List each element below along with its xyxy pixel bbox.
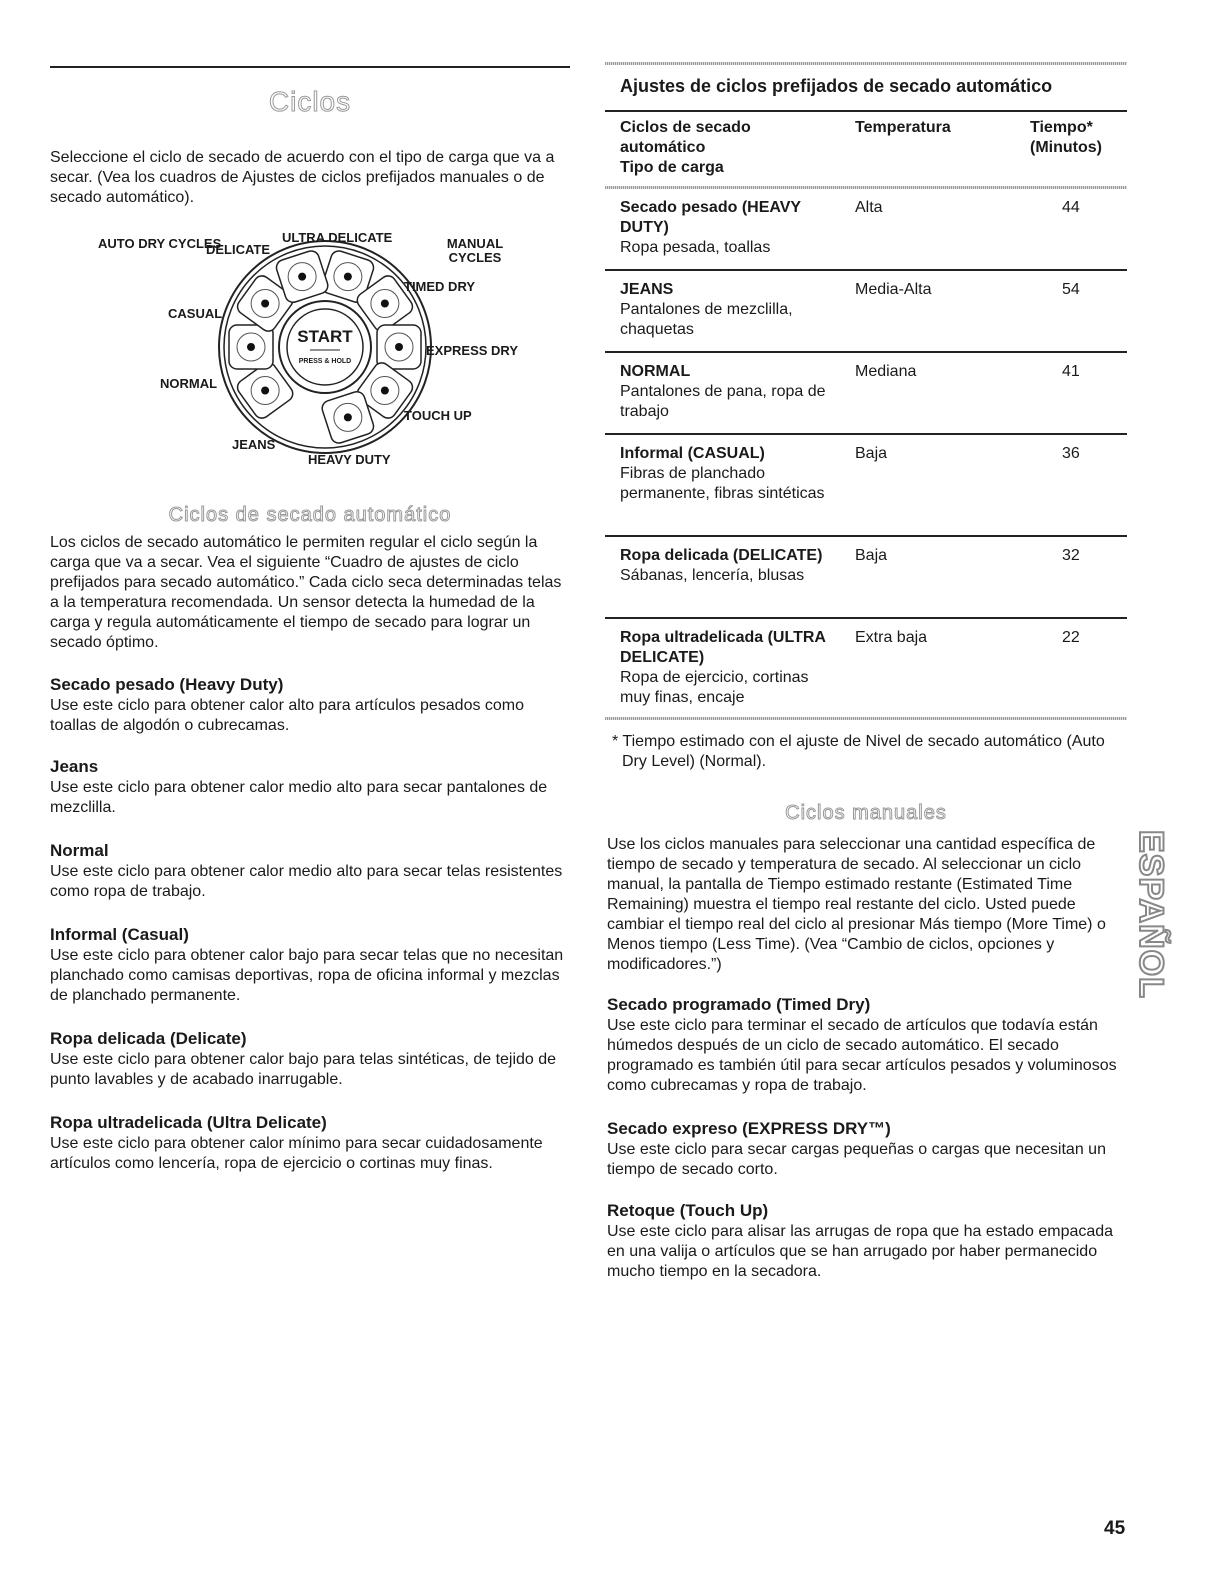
header-time: Tiempo* (Minutos) [1030,119,1102,156]
table-row-time: 44 [1062,199,1080,216]
table-bottom-rule [605,717,1127,720]
row-divider [605,269,1127,271]
section-heading: Normal [50,841,109,860]
header-rule [605,186,1127,189]
table-row-cycle [620,628,840,708]
table-row-time: 54 [1062,281,1080,298]
header-cycle-label: Ciclos de secado automático [620,119,751,156]
auto-dry-cycles-label: AUTO DRY CYCLES [98,236,222,251]
section-heading: Secado pesado (Heavy Duty) [50,675,284,694]
cycle-name: Secado pesado (HEAVY DUTY) [620,199,801,236]
section-heading: Secado programado (Timed Dry) [607,995,871,1014]
load-type: Ropa pesada, toallas [620,239,771,256]
cycle-name: Ropa delicada (DELICATE) [620,547,823,564]
table-row-temp: Extra baja [855,629,928,646]
table-title: Ajustes de ciclos prefijados de secado automático [620,76,1053,96]
table-row-cycle [620,362,840,422]
section-normal [50,840,570,924]
row-divider [605,433,1127,435]
express-dry-label: EXPRESS DRY [426,343,518,358]
header-load-label: Tipo de carga [620,159,724,176]
section-heading: Secado expreso (EXPRESS DRY™) [607,1119,891,1138]
manual-cycles-label: MANUAL CYCLES [446,236,504,265]
section-heading: Jeans [50,757,99,776]
cycle-name: JEANS [620,281,674,298]
section-text: Use este ciclo para alisar las arrugas de ropa que ha estado empacada en una valija o artículos que se han arrugado por haber permanecido mucho tiempo en la secadora. [607,1223,1114,1280]
intro-text: Seleccione el ciclo de secado de acuerdo con el tipo de carga que va a secar. (Vea los cuadros de Ajustes de ciclos prefijados manuales o de secado automático). [50,149,555,206]
section-timed-dry [607,994,1127,1118]
table-row-cycle [620,280,840,340]
section-text: Use este ciclo para obtener calor bajo para telas sintéticas, de tejido de punto lavables y de acabado inarrugable. [50,1051,557,1088]
section-heading: Ropa delicada (Delicate) [50,1029,247,1048]
section-heavy-duty [50,674,570,756]
delicate-label: DELICATE [206,242,271,257]
table-top-rule [605,62,1127,65]
row-divider [605,617,1127,619]
row-divider [605,535,1127,537]
load-type: Sábanas, lencería, blusas [620,567,805,584]
cycle-name: Informal (CASUAL) [620,445,765,462]
section-heading: Informal (Casual) [50,925,189,944]
cycle-name: NORMAL [620,363,691,380]
section-text: Use este ciclo para obtener calor medio alto para secar pantalones de mezclilla. [50,779,548,816]
casual-label: CASUAL [168,306,223,321]
section-heading: Ropa ultradelicada (Ultra Delicate) [50,1113,327,1132]
section-casual [50,924,570,1028]
load-type: Ropa de ejercicio, cortinas muy finas, encaje [620,669,809,706]
press-hold-label: PRESS & HOLD [298,358,352,365]
timed-dry-label: TIMED DRY [404,279,476,294]
table-row-cycle [620,444,840,504]
table-row-cycle [620,546,840,586]
start-button: START [297,327,353,346]
table-row-temp: Baja [855,547,888,564]
jeans-label: JEANS [232,437,276,452]
load-type: Pantalones de mezclilla, chaquetas [620,301,793,338]
left-sections [50,674,570,1174]
right-sections [607,994,1127,1282]
table-footnote: * Tiempo estimado con el ajuste de Nivel de secado automático (Auto Dry Level) (Normal). [612,733,1105,770]
load-type: Pantalones de pana, ropa de trabajo [620,383,826,420]
section-heading: Retoque (Touch Up) [607,1201,769,1220]
table-row-time: 32 [1062,547,1080,564]
table-row-time: 36 [1062,445,1080,462]
section-touch-up [607,1200,1127,1282]
table-row-temp: Mediana [855,363,917,380]
table-row-temp: Alta [855,199,883,216]
section-title: Ciclos [268,86,352,117]
manual-cycles-intro: Use los ciclos manuales para seleccionar una cantidad específica de tiempo de secado y temperatura de secado. Al seleccionar un ciclo manual, la pantalla de Tiempo estimado restante (Estimated Time Remaining) muestra el tiempo real restante del ciclo. Usted puede cambiar el tiempo real del ciclo al presionar Más tiempo (More Time) o Menos tiempo (Less Time). (Vea “Cambio de ciclos, opciones y modificadores.”) [607,836,1106,973]
section-text: Use este ciclo para secar cargas pequeñas o cargas que necesitan un tiempo de secado corto. [607,1141,1106,1178]
section-text: Use este ciclo para obtener calor bajo para secar telas que no necesitan planchado como camisas deportivas, ropa de oficina informal y mezclas de planchado permanente. [50,947,564,1004]
section-ultra-delicate [50,1112,570,1174]
normal-label: NORMAL [160,376,218,391]
control-dial-diagram [100,225,530,475]
section-text: Use este ciclo para obtener calor mínimo para secar cuidadosamente artículos como lencería, ropa de ejercicio o cortinas muy finas. [50,1135,543,1172]
section-delicate [50,1028,570,1112]
top-rule [50,66,570,68]
auto-cycles-intro: Los ciclos de secado automático le permiten regular el ciclo según la carga que va a secar. Vea el siguiente “Cuadro de ajustes de ciclo prefijados para secado automático.” Cada ciclo seca determinadas telas a la temperatura recomendada. Un sensor detecta la humedad de la carga y regula automáticamente el tiempo de secado para lograr un secado óptimo. [50,534,562,651]
table-row-time: 41 [1062,363,1080,380]
table-row-temp: Media-Alta [855,281,932,298]
section-text: Use este ciclo para obtener calor medio alto para secar telas resistentes como ropa de trabajo. [50,863,563,900]
heavy-duty-label: HEAVY DUTY [308,452,391,467]
ultra-delicate-label: ULTRA DELICATE [282,230,393,245]
page-number: 45 [1104,1518,1126,1539]
auto-cycles-subtitle: Ciclos de secado automático [168,504,452,526]
touch-up-label: TOUCH UP [404,408,472,423]
load-type: Fibras de planchado permanente, fibras sintéticas [620,465,825,502]
header-temp: Temperatura [855,119,951,136]
manual-cycles-subtitle: Ciclos manuales [785,802,947,824]
header-cycle [620,118,820,178]
section-express-dry [607,1118,1127,1200]
cycle-name: Ropa ultradelicada (ULTRA DELICATE) [620,629,826,666]
table-row-cycle [620,198,840,258]
section-jeans [50,756,570,840]
section-text: Use este ciclo para terminar el secado de artículos que todavía están húmedos después de un ciclo de secado automático. El secado programado es también útil para secar artículos pesados y voluminosos como cubrecamas y ropa de trabajo. [607,1017,1117,1094]
row-divider [605,351,1127,353]
table-row-time: 22 [1062,629,1080,646]
table-row-temp: Baja [855,445,888,462]
table-rule [605,110,1127,112]
language-side-tab: ESPAÑOL [1132,830,1170,999]
section-text: Use este ciclo para obtener calor alto para artículos pesados como toallas de algodón o cubrecamas. [50,697,525,734]
